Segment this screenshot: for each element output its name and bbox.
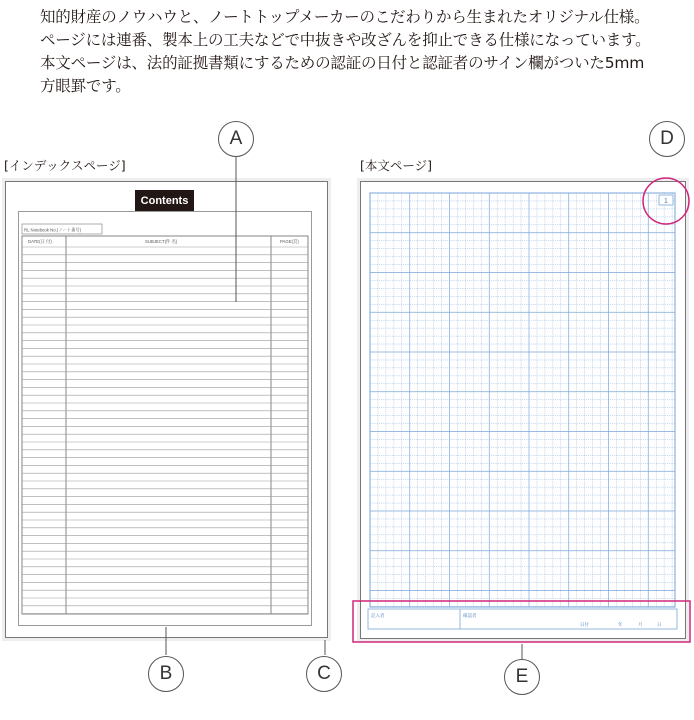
- witness-label: 確認者: [463, 613, 477, 618]
- contents-tab: Contents: [135, 190, 194, 211]
- grid-lines: [370, 193, 675, 607]
- callout-e: E: [504, 659, 540, 695]
- intro-line-3: 本文ページは、法的証拠書類にするための認証の日付と認証者のサイン欄がついた5mm: [40, 54, 645, 72]
- callout-c: C: [306, 656, 342, 692]
- col-subject-header: SUBJECT(件 名): [145, 239, 178, 244]
- callout-a: A: [218, 121, 254, 157]
- col-page-header: PAGE(頁): [280, 239, 299, 244]
- page-number: 1: [664, 198, 668, 205]
- intro-line-2: ページには連番、製本上の工夫などで中抜きや改ざんを抑止できる仕様になっています。: [40, 31, 651, 49]
- intro-line-4: 方眼罫です。: [40, 77, 131, 95]
- col-date-header: DATE(日 付): [28, 239, 52, 244]
- recorder-label: 記入者: [371, 613, 385, 618]
- month-label: 月: [638, 622, 643, 627]
- notebook-no-label: RL Notebook No.(ノート番号): [24, 227, 82, 233]
- callout-b: B: [148, 656, 184, 692]
- body-page-label: [本文ページ]: [360, 158, 433, 173]
- intro-line-1: 知的財産のノウハウと、ノートトップメーカーのこだわりから生まれたオリジナル仕様。: [40, 8, 650, 26]
- index-page-label: [インデックスページ]: [4, 158, 126, 173]
- callout-d: D: [649, 121, 685, 157]
- year-label: 年: [618, 622, 623, 627]
- day-label: 日: [657, 622, 662, 627]
- date-label: 日付: [580, 622, 589, 627]
